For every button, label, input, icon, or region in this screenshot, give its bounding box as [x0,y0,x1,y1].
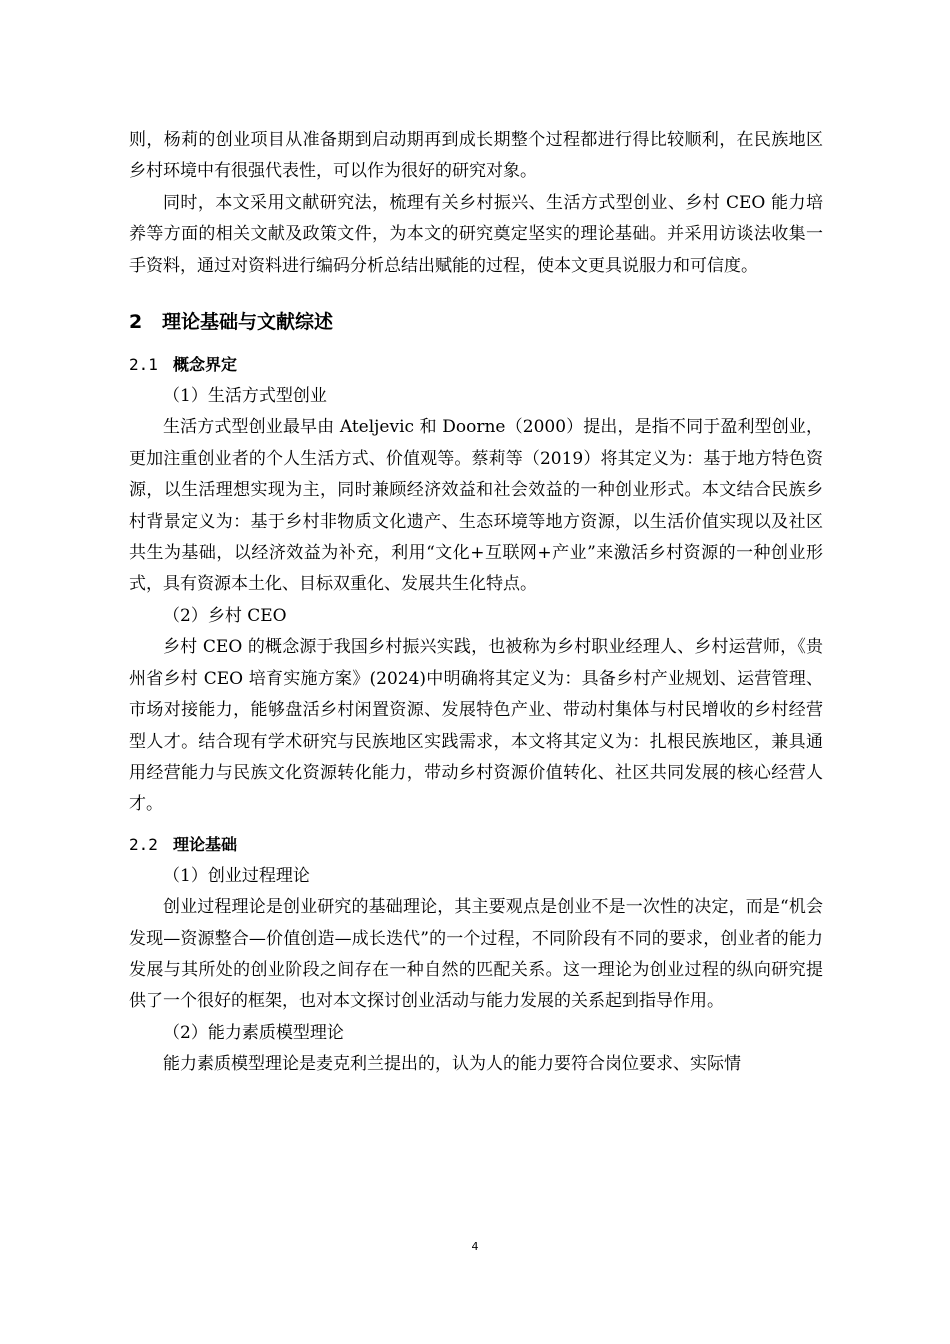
section-number: 2 [129,311,143,334]
paragraph-rural-ceo: 乡村 CEO 的概念源于我国乡村振兴实践，也被称为乡村职业经理人、乡村运营师，《贵州省乡村 CEO 培育实施方案》(2024)中明确将其定义为：具备乡村产业规划、运营管理、市场对接能力，能够盘活乡村闲置资源、发展特色产业、带动村集体与村民增收的乡村经营型人才。结合现有学术研究与民族地区实践需求，本文将其定义为：扎根民族地区，兼具通用经营能力与民族文化资源转化能力，带动乡村资源价值转化、社区共同发展的核心经营人才。 [129,637,823,815]
paragraph-methods: 同时，本文采用文献研究法，梳理有关乡村振兴、生活方式型创业、乡村 CEO 能力培养等方面的相关文献及政策文件，为本文的研究奠定坚实的理论基础。并采用访谈法收集一手资料，通过对资料进行编码分析总结出赋能的过程，使本文更具说服力和可信度。 [129,192,823,276]
item-title-competency-model: （2）能力素质模型理论 [163,1022,344,1043]
item-title-entrepreneurial-process: （1）创业过程理论 [163,865,310,886]
item-title-lifestyle-entrepreneurship: （1）生活方式型创业 [163,386,327,407]
item-title-rural-ceo: （2）乡村 CEO [163,605,287,626]
page-content [129,125,823,1081]
section-title: 理论基础与文献综述 [162,311,334,334]
paragraph-competency-model: 能力素质模型理论是麦克利兰提出的，认为人的能力要符合岗位要求、实际情 [163,1054,741,1075]
subsection-title: 理论基础 [173,834,238,854]
subsection-title: 概念界定 [173,355,238,375]
section-heading-2 [129,307,823,337]
subsection-number: 2.1 [129,355,158,375]
paragraph-lifestyle-entrepreneurship: 生活方式型创业最早由 Ateljevic 和 Doorne（2000）提出，是指不同于盈利型创业，更加注重创业者的个人生活方式、价值观等。蔡莉等（2019）将其定义为：基于地方特色资源，以生活理想实现为主，同时兼顾经济效益和社会效益的一种创业形式。本文结合民族乡村背景定义为：基于乡村非物质文化遗产、生态环境等地方资源，以生活价值实现以及社区共生为基础，以经济效益为补充，利用“文化+互联网+产业”来激活乡村资源的一种创业形式，具有资源本土化、目标双重化、发展共生化特点。 [129,417,823,595]
page-number: 4 [471,1240,479,1253]
subsection-heading-2-2 [129,831,823,859]
subsection-heading-2-1 [129,351,823,379]
paragraph-entrepreneurial-process: 创业过程理论是创业研究的基础理论，其主要观点是创业不是一次性的决定，而是“机会发现—资源整合—价值创造—成长迭代”的一个过程，不同阶段有不同的要求，创业者的能力发展与其所处的创业阶段之间存在一种自然的匹配关系。这一理论为创业过程的纵向研究提供了一个很好的框架，也对本文探讨创业活动与能力发展的关系起到指导作用。 [129,897,823,1012]
paragraph-continuation: 则，杨莉的创业项目从准备期到启动期再到成长期整个过程都进行得比较顺利，在民族地区乡村环境中有很强代表性，可以作为很好的研究对象。 [129,130,823,182]
subsection-number: 2.2 [129,834,158,854]
